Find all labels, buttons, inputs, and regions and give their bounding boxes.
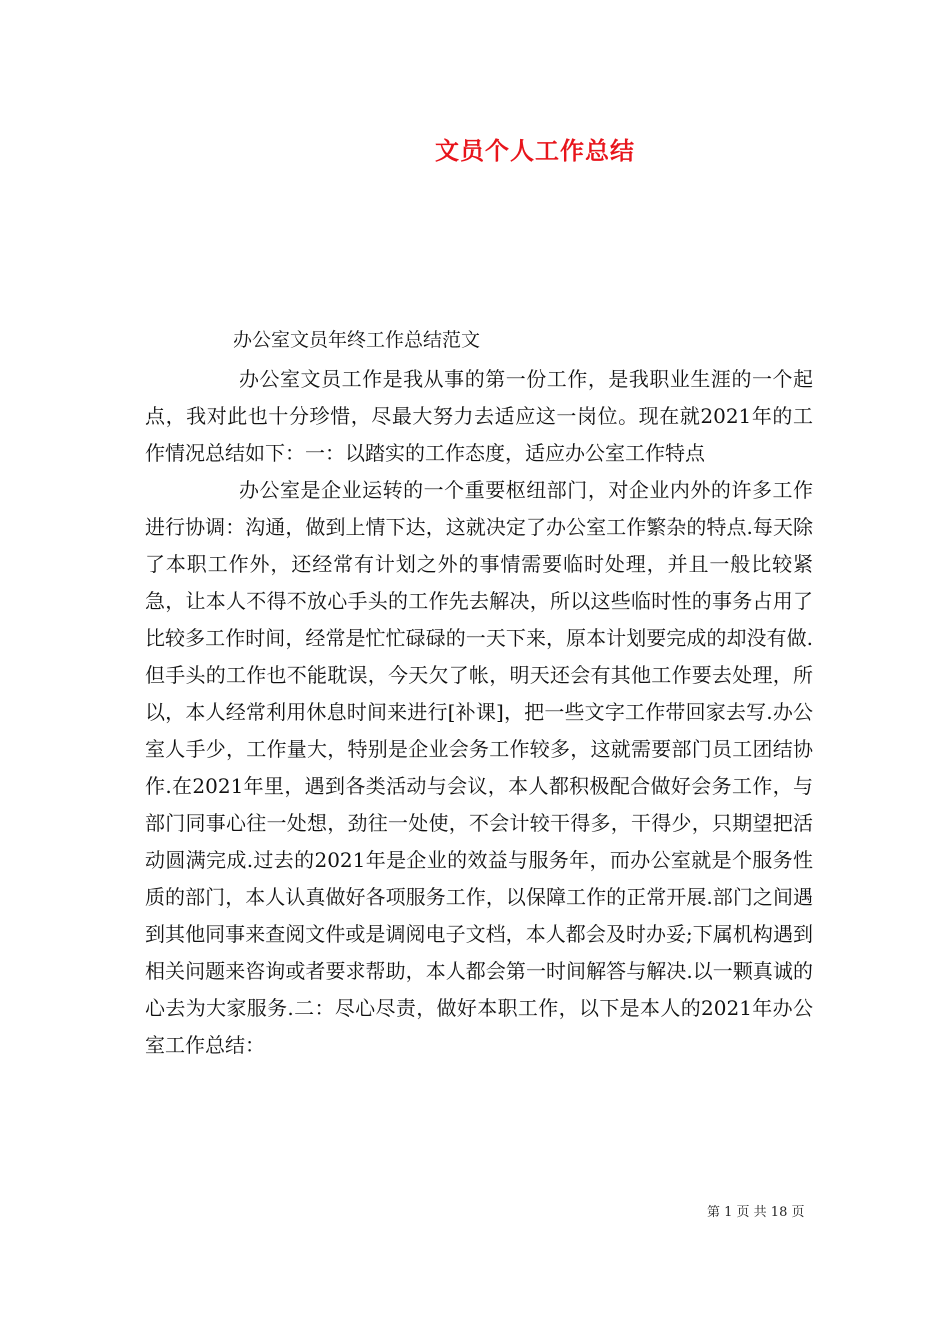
document-title: 文员个人工作总结 (435, 136, 635, 165)
document-subtitle: 办公室文员年终工作总结范文 (233, 329, 481, 351)
page-number: 第 1 页 共 18 页 (707, 1205, 805, 1220)
paragraph-intro: 办公室文员工作是我从事的第一份工作，是我职业生涯的一个起点，我对此也十分珍惜，尽最大努力去适应这一岗位。现在就2021年的工作情况总结如下：一：以踏实的工作态度，适应办公室工作特点 (145, 367, 813, 465)
paragraph-office-work: 办公室是企业运转的一个重要枢纽部门，对企业内外的许多工作进行协调：沟通，做到上情下达，这就决定了办公室工作繁杂的特点.每天除了本职工作外，还经常有计划之外的事情需要临时处理，并且一般比较紧急，让本人不得不放心手头的工作先去解决，所以这些临时性的事务占用了比较多工作时间，经常是忙忙碌碌的一天下来，原本计划要完成的却没有做.但手头的工作也不能耽误，今天欠了帐，明天还会有其他工作要去处理，所以，本人经常利用休息时间来进行[补课]，把一些文字工作带回家去写.办公室人手少，工作量大，特别是企业会务工作较多，这就需要部门员工团结协作.在2021年里，遇到各类活动与会议，本人都积极配合做好会务工作，与部门同事心往一处想，劲往一处使，不会计较干得多，干得少，只期望把活动圆满完成.过去的2021年是企业的效益与服务年，而办公室就是个服务性质的部门，本人认真做好各项服务工作，以保障工作的正常开展.部门之间遇到其他同事来查阅文件或是调阅电子文档，本人都会及时办妥;下属机构遇到相关问题来咨询或者要求帮助，本人都会第一时间解答与解决.以一颗真诚的心去为大家服务.二：尽心尽责，做好本职工作，以下是本人的2021年办公室工作总结： (145, 478, 813, 1057)
document-body (145, 361, 813, 1064)
